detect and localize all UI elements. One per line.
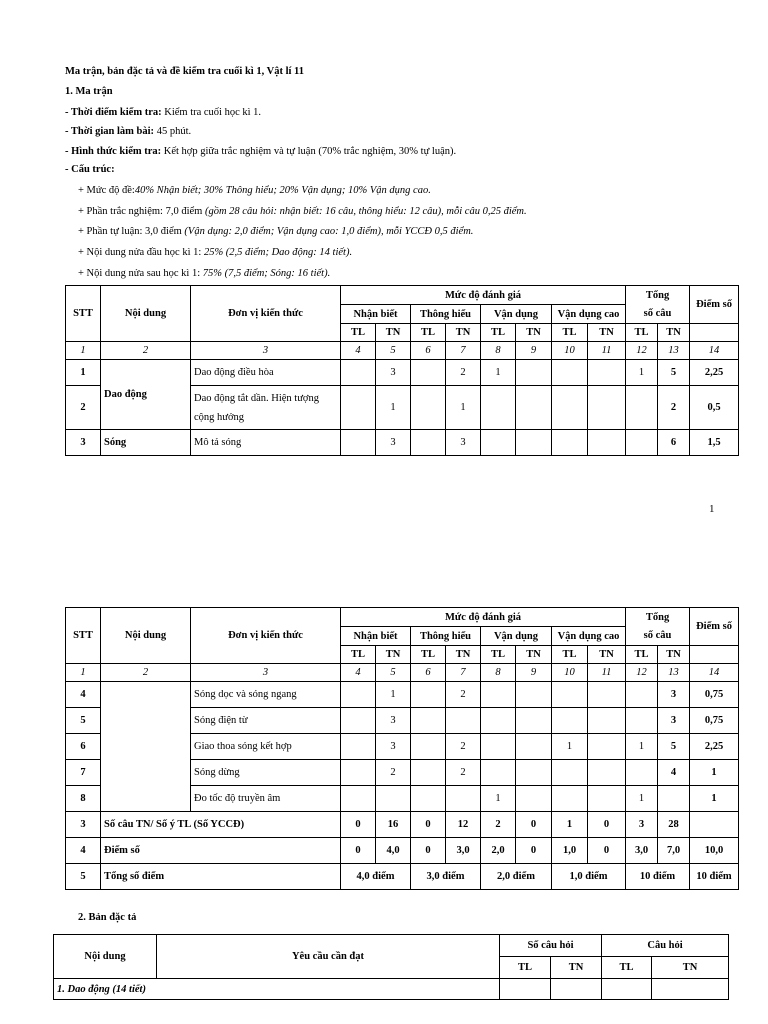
header-total: Tổng [626, 608, 690, 627]
cell [341, 386, 376, 430]
table-row [66, 682, 739, 708]
cell: 5 [658, 734, 690, 760]
cell: 28 [658, 812, 690, 838]
cell [481, 430, 516, 456]
header-content: Nội dung [101, 608, 191, 664]
header-tn: TN [376, 324, 411, 342]
cell [341, 786, 376, 812]
header-tl: TL [626, 646, 658, 664]
cell: 2 [658, 386, 690, 430]
spec-header-tl: TL [602, 957, 652, 979]
header-tn: TN [658, 324, 690, 342]
cell [552, 708, 588, 734]
cell [690, 812, 739, 838]
format-label: - Hình thức kiểm tra: [65, 146, 162, 157]
cell [552, 430, 588, 456]
spec-header-question-count: Số câu hỏi [500, 935, 602, 957]
cell: 3,0 điểm [411, 864, 481, 890]
cell: 5 [658, 360, 690, 386]
header-question-count: số câu [626, 305, 690, 324]
cell [626, 708, 658, 734]
cell: 3 [376, 430, 411, 456]
row-stt: 7 [66, 760, 101, 786]
cell: 2,25 [690, 734, 739, 760]
cell: 1 [626, 786, 658, 812]
header-tn: TN [588, 324, 626, 342]
col-num: 7 [446, 342, 481, 360]
col-num: 8 [481, 342, 516, 360]
header-empty-cell [690, 646, 739, 664]
col-num: 8 [481, 664, 516, 682]
duration-value: 45 phút. [154, 126, 192, 137]
spec-header-tn: TN [551, 957, 602, 979]
col-num: 4 [341, 342, 376, 360]
cell [552, 682, 588, 708]
col-num: 14 [690, 342, 739, 360]
cell: 0 [341, 812, 376, 838]
row-stt: 6 [66, 734, 101, 760]
cell [516, 734, 552, 760]
cell: 10 điểm [626, 864, 690, 890]
cell [481, 682, 516, 708]
cell: 3 [446, 430, 481, 456]
spec-header-content: Nội dung [54, 935, 157, 979]
cell [626, 430, 658, 456]
cell [551, 979, 602, 1000]
col-num: 9 [516, 664, 552, 682]
header-knowledge-unit: Đơn vị kiến thức [191, 608, 341, 664]
cell: 2,0 điểm [481, 864, 552, 890]
cell: 1 [626, 734, 658, 760]
cell [411, 786, 446, 812]
col-num: 3 [191, 664, 341, 682]
cell: 3 [658, 708, 690, 734]
header-stt: STT [66, 286, 101, 342]
row-stt: 5 [66, 708, 101, 734]
header-tl: TL [481, 646, 516, 664]
row-stt: 4 [66, 838, 101, 864]
header-total: Tổng [626, 286, 690, 305]
header-tn: TN [446, 324, 481, 342]
header-level-apply: Vận dụng [481, 305, 552, 324]
cell: 1 [552, 812, 588, 838]
cell: 1 [376, 386, 411, 430]
header-level-understand: Thông hiểu [411, 627, 481, 646]
header-tl: TL [626, 324, 658, 342]
format-line [65, 145, 456, 159]
page-number: 1 [709, 503, 715, 515]
cell [516, 760, 552, 786]
cell [588, 386, 626, 430]
cell [552, 760, 588, 786]
row-knowledge-unit: Dao động điều hòa [191, 360, 341, 386]
cell: 3 [376, 708, 411, 734]
col-num: 6 [411, 664, 446, 682]
cell: 1,5 [690, 430, 739, 456]
row-stt: 2 [66, 386, 101, 430]
header-level-understand: Thông hiểu [411, 305, 481, 324]
header-tl: TL [552, 324, 588, 342]
cell: 2 [481, 812, 516, 838]
header-score: Điểm số [690, 286, 739, 324]
cell: 1 [690, 760, 739, 786]
cell: 0,75 [690, 682, 739, 708]
col-num: 2 [101, 664, 191, 682]
cell: 3 [376, 734, 411, 760]
col-num: 6 [411, 342, 446, 360]
col-num: 9 [516, 342, 552, 360]
header-tn: TN [376, 646, 411, 664]
cell: 0 [341, 838, 376, 864]
bullet-first-half: + Nội dung nửa đầu học kì 1: 25% (2,5 điểm; Dao động: 14 tiết). [78, 247, 353, 258]
cell: 0 [516, 838, 552, 864]
cell [446, 708, 481, 734]
cell [411, 430, 446, 456]
cell [481, 734, 516, 760]
exam-time-value: Kiểm tra cuối học kì 1. [161, 107, 262, 118]
cell: 1,0 [552, 838, 588, 864]
cell [516, 708, 552, 734]
cell: 3 [626, 812, 658, 838]
col-num: 13 [658, 342, 690, 360]
cell [652, 979, 729, 1000]
header-stt: STT [66, 608, 101, 664]
header-tn: TN [658, 646, 690, 664]
col-num: 4 [341, 664, 376, 682]
cell [341, 430, 376, 456]
cell [516, 360, 552, 386]
spec-row-topic: 1. Dao động (14 tiết) [54, 979, 500, 1000]
cell: 2,0 [481, 838, 516, 864]
cell [626, 760, 658, 786]
cell [411, 734, 446, 760]
cell [626, 386, 658, 430]
row-stt: 8 [66, 786, 101, 812]
row-stt: 4 [66, 682, 101, 708]
header-tl: TL [411, 646, 446, 664]
header-tl: TL [552, 646, 588, 664]
cell [588, 786, 626, 812]
col-num: 10 [552, 342, 588, 360]
header-tl: TL [481, 324, 516, 342]
section-spec-heading: 2. Bản đặc tả [78, 912, 137, 923]
bullet-second-half: + Nội dung nửa sau học kì 1: 75% (7,5 điểm; Sóng: 16 tiết). [78, 268, 331, 279]
bullet-essay: + Phần tự luận: 3,0 điểm (Vận dụng: 2,0 điểm; Vận dụng cao: 1,0 điểm), mỗi YCCĐ 0,5 điểm. [78, 226, 474, 237]
cell: 2,25 [690, 360, 739, 386]
cell [411, 760, 446, 786]
summary-row-score [66, 838, 739, 864]
summary-label: Số câu TN/ Số ý TL (Số YCCĐ) [101, 812, 341, 838]
cell: 2 [446, 760, 481, 786]
cell [516, 786, 552, 812]
row-knowledge-unit: Sóng điện từ [191, 708, 341, 734]
cell [341, 682, 376, 708]
row-knowledge-unit: Giao thoa sóng kết hợp [191, 734, 341, 760]
cell: 10 điểm [690, 864, 739, 890]
spec-header-requirement: Yêu cầu cần đạt [157, 935, 500, 979]
bullet-level: + Mức độ đề:40% Nhận biết; 30% Thông hiểu; 20% Vận dụng; 10% Vận dụng cao. [78, 185, 431, 196]
summary-label: Điểm số [101, 838, 341, 864]
cell: 4,0 [376, 838, 411, 864]
cell: 0,5 [690, 386, 739, 430]
header-empty-cell [690, 324, 739, 342]
cell: 3,0 [446, 838, 481, 864]
header-question-count: số câu [626, 627, 690, 646]
cell: 0 [588, 838, 626, 864]
cell: 2 [446, 682, 481, 708]
header-level-recognize: Nhận biết [341, 627, 411, 646]
col-num: 5 [376, 664, 411, 682]
document-title: Ma trận, bản đặc tả và đề kiểm tra cuối kì 1, Vật lí 11 [65, 66, 304, 77]
total-score-row [66, 864, 739, 890]
cell: 1 [481, 786, 516, 812]
row-stt: 5 [66, 864, 101, 890]
row-knowledge-unit: Mô tả sóng [191, 430, 341, 456]
group-wave: Sóng [101, 430, 191, 456]
row-knowledge-unit: Sóng dừng [191, 760, 341, 786]
cell [481, 760, 516, 786]
cell: 3,0 [626, 838, 658, 864]
cell [588, 430, 626, 456]
cell: 1 [626, 360, 658, 386]
header-content: Nội dung [101, 286, 191, 342]
group-wave-continued [101, 682, 191, 812]
cell [411, 386, 446, 430]
cell [552, 786, 588, 812]
cell [341, 734, 376, 760]
header-assessment-level: Mức độ đánh giá [341, 286, 626, 305]
col-num: 3 [191, 342, 341, 360]
row-knowledge-unit: Dao động tắt dần. Hiện tượng cộng hưởng [191, 386, 341, 430]
cell: 16 [376, 812, 411, 838]
spec-header-question: Câu hỏi [602, 935, 729, 957]
cell [552, 386, 588, 430]
header-tl: TL [411, 324, 446, 342]
cell [588, 734, 626, 760]
col-num: 1 [66, 664, 101, 682]
exam-time-label: - Thời điểm kiểm tra: [65, 107, 162, 118]
cell [481, 386, 516, 430]
header-level-apply: Vận dụng [481, 627, 552, 646]
bullet-multiple-choice: + Phần trắc nghiệm: 7,0 điểm (gồm 28 câu hỏi: nhận biết: 16 câu, thông hiểu: 12 câu), mỗi câu 0,25 điểm. [78, 206, 527, 217]
row-stt: 3 [66, 812, 101, 838]
cell: 3 [376, 360, 411, 386]
cell [626, 682, 658, 708]
cell [341, 360, 376, 386]
cell: 0,75 [690, 708, 739, 734]
header-score: Điểm số [690, 608, 739, 646]
column-number-row [66, 342, 739, 360]
group-oscillation: Dao động [101, 360, 191, 430]
header-tn: TN [446, 646, 481, 664]
duration-label: - Thời gian làm bài: [65, 126, 155, 137]
cell: 2 [376, 760, 411, 786]
cell: 3 [658, 682, 690, 708]
cell [411, 360, 446, 386]
structure-line [65, 163, 115, 177]
exam-time-line [65, 106, 261, 120]
cell [411, 708, 446, 734]
col-num: 14 [690, 664, 739, 682]
cell: 2 [446, 734, 481, 760]
cell [552, 360, 588, 386]
cell [411, 682, 446, 708]
row-stt: 1 [66, 360, 101, 386]
cell [588, 760, 626, 786]
total-label: Tổng số điểm [101, 864, 341, 890]
duration-line [65, 125, 191, 139]
col-num: 10 [552, 664, 588, 682]
cell [341, 708, 376, 734]
cell [481, 708, 516, 734]
cell [341, 760, 376, 786]
header-assessment-level: Mức độ đánh giá [341, 608, 626, 627]
col-num: 12 [626, 342, 658, 360]
header-tl: TL [341, 324, 376, 342]
table-row [54, 979, 729, 1000]
cell: 0 [516, 812, 552, 838]
col-num: 13 [658, 664, 690, 682]
summary-row-count [66, 812, 739, 838]
cell [658, 786, 690, 812]
table-row [66, 430, 739, 456]
header-tn: TN [516, 646, 552, 664]
spec-header-tl: TL [500, 957, 551, 979]
matrix-table-part1 [65, 285, 739, 456]
spec-table [53, 934, 729, 1000]
cell: 6 [658, 430, 690, 456]
col-num: 11 [588, 342, 626, 360]
cell: 4,0 điểm [341, 864, 411, 890]
format-value: Kết hợp giữa trắc nghiệm và tự luận (70% trắc nghiệm, 30% tự luận). [161, 146, 457, 157]
col-num: 1 [66, 342, 101, 360]
cell: 0 [411, 838, 446, 864]
cell: 10,0 [690, 838, 739, 864]
cell: 1 [552, 734, 588, 760]
section-matrix-heading: 1. Ma trận [65, 86, 113, 97]
cell: 2 [446, 360, 481, 386]
row-stt: 3 [66, 430, 101, 456]
col-num: 5 [376, 342, 411, 360]
cell: 1 [690, 786, 739, 812]
structure-label: - Cấu trúc: [65, 164, 115, 175]
cell: 7,0 [658, 838, 690, 864]
cell [516, 386, 552, 430]
cell: 12 [446, 812, 481, 838]
header-level-apply-high: Vận dụng cao [552, 305, 626, 324]
column-number-row [66, 664, 739, 682]
table-row [66, 360, 739, 386]
col-num: 11 [588, 664, 626, 682]
col-num: 2 [101, 342, 191, 360]
cell [376, 786, 411, 812]
cell: 0 [588, 812, 626, 838]
cell: 1 [481, 360, 516, 386]
cell: 1 [376, 682, 411, 708]
header-level-recognize: Nhận biết [341, 305, 411, 324]
cell [588, 682, 626, 708]
col-num: 12 [626, 664, 658, 682]
row-knowledge-unit: Sóng dọc và sóng ngang [191, 682, 341, 708]
header-tn: TN [588, 646, 626, 664]
cell [446, 786, 481, 812]
col-num: 7 [446, 664, 481, 682]
cell: 1 [446, 386, 481, 430]
matrix-table-part2 [65, 607, 739, 890]
cell [602, 979, 652, 1000]
header-tl: TL [341, 646, 376, 664]
cell: 0 [411, 812, 446, 838]
cell: 4 [658, 760, 690, 786]
cell: 1,0 điểm [552, 864, 626, 890]
header-tn: TN [516, 324, 552, 342]
header-level-apply-high: Vận dụng cao [552, 627, 626, 646]
cell [516, 430, 552, 456]
cell [588, 708, 626, 734]
cell [588, 360, 626, 386]
cell [500, 979, 551, 1000]
cell [516, 682, 552, 708]
row-knowledge-unit: Đo tốc độ truyền âm [191, 786, 341, 812]
header-knowledge-unit: Đơn vị kiến thức [191, 286, 341, 342]
spec-header-tn: TN [652, 957, 729, 979]
